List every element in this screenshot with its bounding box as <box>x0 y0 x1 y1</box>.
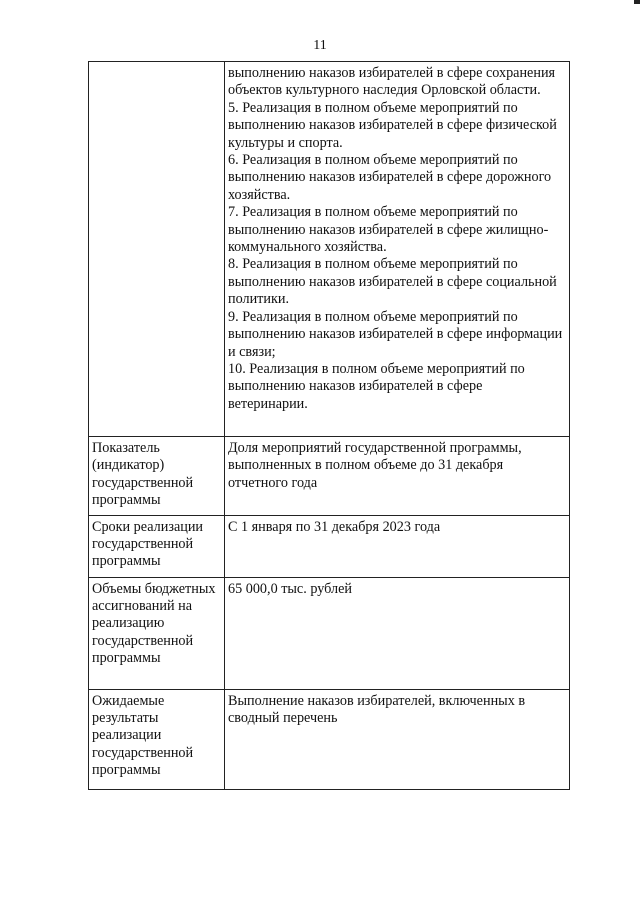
row-label-budget: Объемы бюджетных ассигнований на реализацию государственной программы <box>89 577 225 689</box>
table-row <box>89 62 570 437</box>
list-item: 5. Реализация в полном объеме мероприятий по выполнению наказов избирателей в сфере физической культуры и спорта. <box>228 99 557 151</box>
row-label-indicator: Показатель (индикатор) государственной программы <box>89 437 225 516</box>
list-item: 9. Реализация в полном объеме мероприятий по выполнению наказов избирателей в сфере информации и связи; <box>228 308 563 360</box>
table-row <box>89 689 570 789</box>
row-value-timeline: С 1 января по 31 декабря 2023 года <box>225 515 570 577</box>
row-value-expected-results: Выполнение наказов избирателей, включенных в сводный перечень <box>225 689 570 789</box>
table-row <box>89 515 570 577</box>
scan-corner-mark <box>634 0 640 4</box>
list-item: 6. Реализация в полном объеме мероприятий по выполнению наказов избирателей в сфере дорожного хозяйства. <box>228 152 552 203</box>
list-item: 8. Реализация в полном объеме мероприятий по выполнению наказов избирателей в сфере социальной политики. <box>228 256 557 308</box>
row-value-indicator: Доля мероприятий государственной программы, выполненных в полном объеме до 31 декабря отчетного года <box>225 437 570 516</box>
list-item: выполнению наказов избирателей в сфере сохранения объектов культурного наследия Орловской области. <box>228 65 556 99</box>
row-label-expected-results: Ожидаемые результаты реализации государственной программы <box>89 689 225 789</box>
list-item: 7. Реализация в полном объеме мероприятий по выполнению наказов избирателей в сфере жилищно-коммунального хозяйства. <box>228 204 549 256</box>
row-label-empty <box>89 62 225 437</box>
row-value-budget: 65 000,0 тыс. рублей <box>225 577 570 689</box>
page-number: 11 <box>313 38 327 53</box>
program-passport-table <box>88 61 570 790</box>
row-label-timeline: Сроки реализации государственной программы <box>89 515 225 577</box>
table-row <box>89 577 570 689</box>
tasks-list-cell <box>225 62 570 437</box>
table-row <box>89 437 570 516</box>
list-item: 10. Реализация в полном объеме мероприятий по выполнению наказов избирателей в сфере ветеринарии. <box>228 360 525 412</box>
